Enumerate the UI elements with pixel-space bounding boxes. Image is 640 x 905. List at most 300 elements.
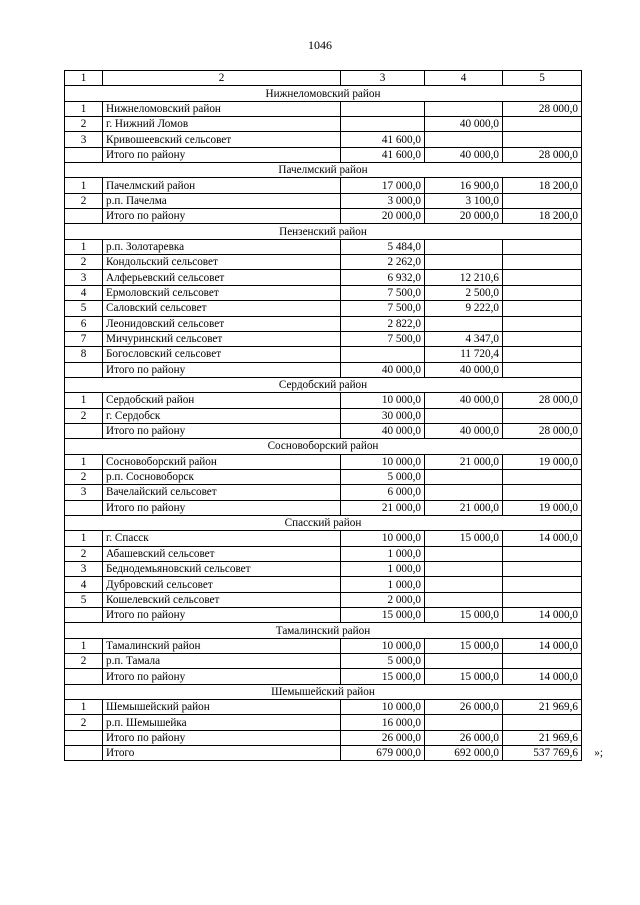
row-name-text: Сосновоборский район <box>106 455 217 468</box>
row-value-col4-cell <box>425 117 503 132</box>
row-value-col4-text: 16 900,0 <box>459 179 499 192</box>
row-value-col5-cell <box>503 117 582 132</box>
row-number-cell <box>65 209 103 224</box>
row-value-col4-text: 15 000,0 <box>459 639 499 652</box>
row-name-text: Дубровский сельсовет <box>106 578 213 591</box>
table-row <box>65 362 582 377</box>
row-name-text: Сердобский район <box>106 394 195 407</box>
row-value-col3-cell <box>341 608 425 623</box>
row-value-col5-cell <box>503 239 582 254</box>
row-value-col4-text: 26 000,0 <box>459 731 499 744</box>
row-number-cell <box>65 270 103 285</box>
row-value-col3-text: 2 000,0 <box>387 593 421 606</box>
row-value-col5-cell <box>503 546 582 561</box>
row-value-col3-cell <box>341 193 425 208</box>
row-value-col3-text: 2 822,0 <box>387 317 421 330</box>
row-value-col4-cell <box>425 147 503 162</box>
section-header-row <box>65 377 582 392</box>
row-number-cell <box>65 255 103 270</box>
row-value-col3-text: 5 000,0 <box>387 471 421 484</box>
row-name-cell <box>103 285 341 300</box>
row-number-cell <box>65 500 103 515</box>
row-value-col3-cell <box>341 362 425 377</box>
row-value-col5-cell <box>503 147 582 162</box>
row-value-col3-text: 1 000,0 <box>387 563 421 576</box>
row-value-col4-cell <box>425 469 503 484</box>
row-value-col3-cell <box>341 132 425 147</box>
row-value-col4-cell <box>425 500 503 515</box>
row-number-cell <box>65 608 103 623</box>
row-value-col3-text: 10 000,0 <box>381 532 421 545</box>
row-value-col3-cell <box>341 577 425 592</box>
row-number-text: 2 <box>80 655 87 668</box>
row-value-col3-cell <box>341 500 425 515</box>
row-value-col3-text: 41 600,0 <box>381 148 421 161</box>
closing-quote-mark: »; <box>594 747 603 760</box>
row-value-col5-cell <box>503 178 582 193</box>
row-value-col5-cell <box>503 746 603 761</box>
row-name-cell <box>103 178 341 193</box>
row-value-col3-cell <box>341 301 425 316</box>
row-value-col5-cell <box>503 316 582 331</box>
row-number-text: 3 <box>80 271 87 284</box>
table-row <box>65 255 582 270</box>
row-value-col3-cell <box>341 285 425 300</box>
header-col-1: 1 <box>65 71 103 86</box>
row-value-col5-cell <box>503 531 582 546</box>
table-row <box>65 577 582 592</box>
row-name-text: Вачелайский сельсовет <box>106 486 217 499</box>
row-number-cell <box>65 117 103 132</box>
row-value-col4-cell <box>425 301 503 316</box>
table-row <box>65 700 582 715</box>
row-value-col5-cell <box>503 393 582 408</box>
row-value-col4-text: 40 000,0 <box>459 363 499 376</box>
row-value-col3-text: 1 000,0 <box>387 578 421 591</box>
row-number-cell <box>65 531 103 546</box>
row-name-text: Итого по району <box>106 363 186 376</box>
table-row <box>65 209 582 224</box>
row-number-cell <box>65 654 103 669</box>
section-title: Пачелмский район <box>65 163 582 178</box>
row-number-text: 1 <box>80 701 87 714</box>
row-number-text: 5 <box>80 593 87 606</box>
row-value-col5-cell <box>503 700 582 715</box>
row-value-col3-text: 10 000,0 <box>381 639 421 652</box>
row-value-col3-text: 7 500,0 <box>387 333 421 346</box>
table-row <box>65 608 582 623</box>
row-value-col4-cell <box>425 577 503 592</box>
row-name-cell <box>103 638 341 653</box>
row-name-text: Мичуринский сельсовет <box>106 333 223 346</box>
row-number-cell <box>65 715 103 730</box>
table-row <box>65 408 582 423</box>
row-value-col4-cell <box>425 485 503 500</box>
row-value-col4-cell <box>425 408 503 423</box>
row-name-cell <box>103 209 341 224</box>
row-name-text: Саловский сельсовет <box>106 302 207 315</box>
row-value-col3-cell <box>341 638 425 653</box>
row-value-col3-text: 21 000,0 <box>381 501 421 514</box>
row-name-text: р.п. Пачелма <box>106 194 167 207</box>
row-value-col4-cell <box>425 638 503 653</box>
row-value-col4-cell <box>425 592 503 607</box>
row-name-cell <box>103 193 341 208</box>
row-value-col3-cell <box>341 654 425 669</box>
row-number-text: 5 <box>80 302 87 315</box>
row-number-text: 1 <box>80 455 87 468</box>
row-name-text: Шемышейский район <box>106 701 210 714</box>
row-value-col5-text: 21 969,6 <box>538 731 578 744</box>
row-value-col4-text: 40 000,0 <box>459 425 499 438</box>
row-number-text: 3 <box>80 486 87 499</box>
row-value-col4-cell <box>425 669 503 684</box>
row-value-col4-text: 15 000,0 <box>459 532 499 545</box>
row-value-col3-cell <box>341 469 425 484</box>
header-col-5: 5 <box>503 71 582 86</box>
table-row <box>65 117 582 132</box>
row-value-col5-cell <box>503 669 582 684</box>
row-value-col4-text: 40 000,0 <box>459 394 499 407</box>
row-name-cell <box>103 454 341 469</box>
row-number-text: 2 <box>80 118 87 131</box>
row-name-cell <box>103 700 341 715</box>
section-title: Пензенский район <box>65 224 582 239</box>
row-value-col3-text: 40 000,0 <box>381 363 421 376</box>
row-value-col3-cell <box>341 408 425 423</box>
row-name-cell <box>103 715 341 730</box>
row-value-col3-text: 15 000,0 <box>381 670 421 683</box>
row-value-col4-text: 15 000,0 <box>459 670 499 683</box>
row-name-text: г. Сердобск <box>106 409 161 422</box>
row-value-col4-cell <box>425 255 503 270</box>
row-value-col5-cell <box>503 454 582 469</box>
row-name-text: Алферьевский сельсовет <box>106 271 225 284</box>
section-header-row <box>65 224 582 239</box>
row-name-text: г. Спасск <box>106 532 149 545</box>
row-number-cell <box>65 746 103 761</box>
row-number-cell <box>65 669 103 684</box>
row-name-cell <box>103 669 341 684</box>
row-value-col3-cell <box>341 669 425 684</box>
row-value-col3-text: 10 000,0 <box>381 701 421 714</box>
row-value-col4-cell <box>425 331 503 346</box>
table-row <box>65 654 582 669</box>
row-number-text: 8 <box>80 348 87 361</box>
row-name-cell <box>103 577 341 592</box>
row-number-cell <box>65 469 103 484</box>
row-number-text: 2 <box>80 256 87 269</box>
row-value-col3-cell <box>341 393 425 408</box>
row-number-cell <box>65 454 103 469</box>
table-row <box>65 147 582 162</box>
section-title: Нижнеломовский район <box>65 86 582 101</box>
row-value-col5-text: 18 200,0 <box>538 210 578 223</box>
row-value-col4-cell <box>425 178 503 193</box>
row-value-col4-cell <box>425 285 503 300</box>
row-value-col4-cell <box>425 209 503 224</box>
row-value-col4-text: 11 720,4 <box>460 348 499 361</box>
row-value-col4-text: 4 347,0 <box>465 333 499 346</box>
row-name-text: Кондольский сельсовет <box>106 256 218 269</box>
row-value-col3-text: 10 000,0 <box>381 455 421 468</box>
row-name-cell <box>103 270 341 285</box>
row-number-text: 4 <box>80 286 87 299</box>
section-header-row <box>65 86 582 101</box>
row-value-col3-cell <box>341 101 425 116</box>
table-row <box>65 423 582 438</box>
row-number-text: 6 <box>80 317 87 330</box>
row-number-text: 1 <box>80 240 87 253</box>
row-name-cell <box>103 469 341 484</box>
row-value-col5-cell <box>503 562 582 577</box>
row-value-col5-text: 14 000,0 <box>538 532 578 545</box>
row-value-col5-cell <box>503 301 582 316</box>
row-value-col5-cell <box>503 500 582 515</box>
row-value-col5-cell <box>503 654 582 669</box>
row-value-col5-cell <box>503 423 582 438</box>
row-value-col4-text: 40 000,0 <box>459 118 499 131</box>
row-value-col5-cell <box>503 577 582 592</box>
row-name-cell <box>103 239 341 254</box>
row-value-col3-cell <box>341 270 425 285</box>
section-title: Сердобский район <box>65 377 582 392</box>
row-name-text: Итого по району <box>106 670 186 683</box>
row-number-text: 2 <box>80 194 87 207</box>
page-number: 1046 <box>308 38 332 52</box>
row-name-cell <box>103 500 341 515</box>
section-header-row <box>65 439 582 454</box>
row-value-col3-text: 20 000,0 <box>381 210 421 223</box>
table-row <box>65 193 582 208</box>
row-name-cell <box>103 101 341 116</box>
row-value-col3-text: 41 600,0 <box>381 133 421 146</box>
table-row <box>65 132 582 147</box>
table-row <box>65 469 582 484</box>
row-value-col3-cell <box>341 746 425 761</box>
row-value-col4-text: 692 000,0 <box>454 747 499 760</box>
row-value-col5-text: 14 000,0 <box>538 670 578 683</box>
row-name-text: Тамалинский район <box>106 639 201 652</box>
row-value-col5-text: 19 000,0 <box>538 501 578 514</box>
row-number-cell <box>65 147 103 162</box>
row-name-text: р.п. Тамала <box>106 655 161 668</box>
row-value-col4-cell <box>425 531 503 546</box>
row-value-col5-cell <box>503 362 582 377</box>
row-value-col4-cell <box>425 316 503 331</box>
row-value-col5-cell <box>503 608 582 623</box>
row-name-cell <box>103 546 341 561</box>
row-name-text: Итого по району <box>106 148 186 161</box>
row-name-text: Ермоловский сельсовет <box>106 286 219 299</box>
row-value-col5-cell <box>503 101 582 116</box>
table-row <box>65 546 582 561</box>
row-number-cell <box>65 393 103 408</box>
row-number-text: 2 <box>80 716 87 729</box>
row-value-col4-cell <box>425 393 503 408</box>
row-value-col4-cell <box>425 454 503 469</box>
table-row <box>65 347 582 362</box>
row-name-cell <box>103 147 341 162</box>
table-row <box>65 454 582 469</box>
row-number-cell <box>65 730 103 745</box>
row-value-col4-cell <box>425 746 503 761</box>
row-name-cell <box>103 362 341 377</box>
row-name-cell <box>103 117 341 132</box>
row-number-text: 1 <box>80 102 87 115</box>
row-name-cell <box>103 608 341 623</box>
row-name-cell <box>103 393 341 408</box>
row-number-text: 3 <box>80 133 87 146</box>
row-value-col5-cell <box>503 592 582 607</box>
row-value-col3-cell <box>341 255 425 270</box>
row-value-col3-text: 6 000,0 <box>387 486 421 499</box>
row-number-cell <box>65 301 103 316</box>
row-name-text: Итого по району <box>106 210 186 223</box>
row-number-cell <box>65 101 103 116</box>
section-header-row <box>65 515 582 530</box>
row-number-cell <box>65 485 103 500</box>
row-number-text: 3 <box>80 563 87 576</box>
row-value-col3-cell <box>341 700 425 715</box>
row-name-text: Кошелевский сельсовет <box>106 593 220 606</box>
table-row <box>65 316 582 331</box>
row-name-text: Леонидовский сельсовет <box>106 317 225 330</box>
row-value-col5-cell <box>503 270 582 285</box>
row-value-col3-cell <box>341 485 425 500</box>
row-value-col4-cell <box>425 239 503 254</box>
header-col-2: 2 <box>103 71 341 86</box>
row-value-col5-cell <box>503 285 582 300</box>
row-value-col3-text: 15 000,0 <box>381 609 421 622</box>
row-number-cell <box>65 546 103 561</box>
row-value-col3-text: 2 262,0 <box>387 256 421 269</box>
row-name-text: р.п. Сосновоборск <box>106 471 194 484</box>
row-number-cell <box>65 331 103 346</box>
row-value-col4-text: 40 000,0 <box>459 148 499 161</box>
row-number-text: 1 <box>80 639 87 652</box>
row-value-col3-cell <box>341 178 425 193</box>
row-number-cell <box>65 577 103 592</box>
row-number-cell <box>65 638 103 653</box>
row-number-text: 2 <box>80 409 87 422</box>
row-value-col4-text: 12 210,6 <box>459 271 499 284</box>
row-value-col4-cell <box>425 347 503 362</box>
row-value-col5-cell <box>503 193 582 208</box>
row-value-col4-cell <box>425 270 503 285</box>
row-number-cell <box>65 362 103 377</box>
grand-total-row <box>65 746 582 761</box>
row-name-text: Итого по району <box>106 425 186 438</box>
row-number-cell <box>65 347 103 362</box>
row-value-col4-cell <box>425 562 503 577</box>
row-value-col4-text: 15 000,0 <box>459 609 499 622</box>
row-value-col4-cell <box>425 423 503 438</box>
row-value-col5-text: 21 969,6 <box>538 701 578 714</box>
row-value-col4-text: 3 100,0 <box>465 194 499 207</box>
row-name-text: Итого <box>106 747 135 760</box>
row-name-text: Нижнеломовский район <box>106 102 221 115</box>
table-row <box>65 485 582 500</box>
row-number-cell <box>65 592 103 607</box>
row-value-col3-text: 26 000,0 <box>381 731 421 744</box>
row-value-col5-cell <box>503 715 582 730</box>
row-number-text: 2 <box>80 471 87 484</box>
row-value-col4-cell <box>425 101 503 116</box>
row-value-col3-cell <box>341 592 425 607</box>
section-title: Сосновоборский район <box>65 439 582 454</box>
table-body <box>65 71 603 761</box>
table-row <box>65 239 582 254</box>
row-value-col5-text: 28 000,0 <box>538 394 578 407</box>
row-name-text: р.п. Золотаревка <box>106 240 185 253</box>
row-number-cell <box>65 408 103 423</box>
row-value-col3-cell <box>341 347 425 362</box>
row-value-col4-cell <box>425 654 503 669</box>
row-value-col3-cell <box>341 423 425 438</box>
row-name-cell <box>103 347 341 362</box>
row-number-text: 1 <box>80 532 87 545</box>
row-value-col4-text: 9 222,0 <box>465 302 499 315</box>
row-name-cell <box>103 331 341 346</box>
row-value-col4-text: 2 500,0 <box>465 286 499 299</box>
row-number-cell <box>65 562 103 577</box>
row-name-cell <box>103 485 341 500</box>
row-value-col3-text: 6 932,0 <box>387 271 421 284</box>
row-name-cell <box>103 746 341 761</box>
table-row <box>65 178 582 193</box>
row-value-col3-text: 17 000,0 <box>381 179 421 192</box>
table-row <box>65 638 582 653</box>
row-value-col5-text: 28 000,0 <box>538 425 578 438</box>
row-value-col5-cell <box>503 469 582 484</box>
header-col-4: 4 <box>425 71 503 86</box>
row-value-col5-cell <box>503 638 582 653</box>
row-name-cell <box>103 531 341 546</box>
table-row <box>65 331 582 346</box>
row-value-col3-text: 1 000,0 <box>387 547 421 560</box>
table-row <box>65 592 582 607</box>
row-number-cell <box>65 316 103 331</box>
row-number-cell <box>65 178 103 193</box>
row-number-cell <box>65 239 103 254</box>
row-name-cell <box>103 316 341 331</box>
row-value-col3-text: 7 500,0 <box>387 286 421 299</box>
row-value-col5-cell <box>503 209 582 224</box>
row-value-col3-cell <box>341 531 425 546</box>
row-value-col5-cell <box>503 331 582 346</box>
row-value-col3-cell <box>341 239 425 254</box>
table-row <box>65 562 582 577</box>
row-value-col3-cell <box>341 331 425 346</box>
row-value-col3-cell <box>341 730 425 745</box>
table-row <box>65 285 582 300</box>
row-value-col3-text: 5 484,0 <box>387 240 421 253</box>
row-value-col3-text: 16 000,0 <box>381 716 421 729</box>
row-name-cell <box>103 592 341 607</box>
row-number-cell <box>65 700 103 715</box>
row-name-text: Итого по району <box>106 501 186 514</box>
row-value-col5-text: 14 000,0 <box>538 609 578 622</box>
row-value-col5-cell <box>503 485 582 500</box>
row-number-cell <box>65 285 103 300</box>
row-number-text: 2 <box>80 547 87 560</box>
row-number-text: 1 <box>80 394 87 407</box>
row-number-text: 7 <box>80 333 87 346</box>
row-name-cell <box>103 654 341 669</box>
row-value-col4-text: 20 000,0 <box>459 210 499 223</box>
row-number-cell <box>65 132 103 147</box>
